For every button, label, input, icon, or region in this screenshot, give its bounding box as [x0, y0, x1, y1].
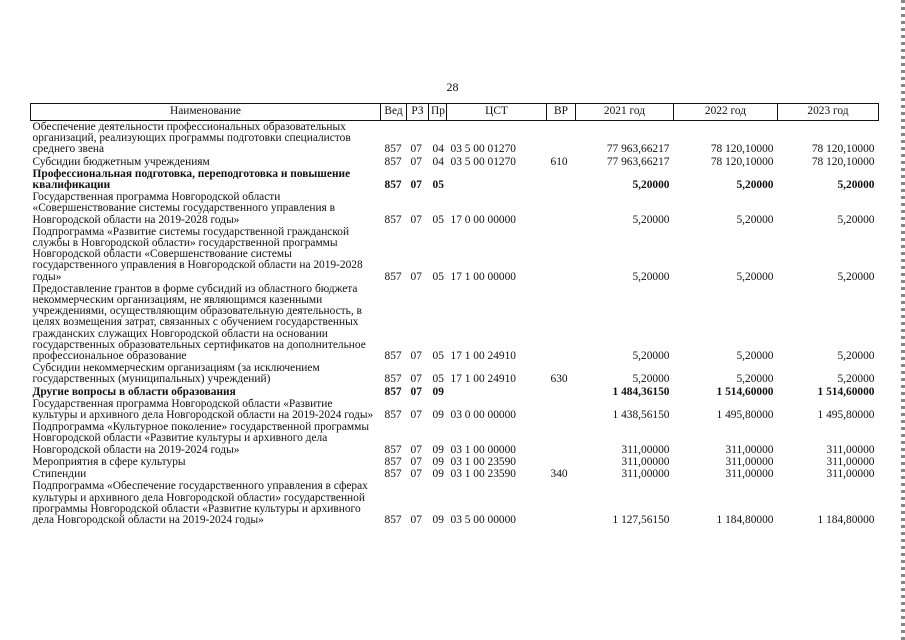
row-amount-2023: 78 120,10000	[811, 143, 875, 156]
row-name: Стипендии	[32, 468, 87, 481]
row-amount-2023: 311,00000	[826, 468, 875, 481]
row-name: Обеспечение деятельности профессиональных образовательных организаций, реализующих программы подготовки специалистов среднего звена	[32, 121, 351, 156]
row-cst: 03 0 00 00000	[450, 409, 516, 422]
row-name: Мероприятия в сфере культуры	[32, 455, 186, 468]
row-amount-2023: 311,00000	[826, 455, 875, 468]
page-number: 28	[446, 80, 459, 94]
row-amount-2022: 5,20000	[736, 270, 774, 283]
row-vr	[547, 456, 576, 468]
row-rz: 07	[410, 373, 422, 386]
row-vr	[547, 121, 576, 156]
table-row	[31, 421, 879, 456]
row-amount-2023: 1 184,80000	[817, 513, 875, 526]
header-cst: ЦСТ	[447, 104, 547, 121]
row-rz: 07	[410, 513, 422, 526]
row-amount-2023: 1 514,60000	[817, 385, 875, 398]
table-row	[31, 283, 879, 362]
row-rz: 07	[410, 270, 422, 283]
row-amount-2021: 5,20000	[632, 373, 670, 386]
row-vr: 610	[550, 155, 568, 168]
header-2021: 2021 год	[576, 104, 674, 121]
row-amount-2023: 78 120,10000	[811, 155, 875, 168]
row-amount-2021: 311,00000	[621, 468, 670, 481]
row-cst	[447, 168, 547, 191]
row-rz: 07	[410, 143, 422, 156]
table-header-row	[31, 104, 879, 121]
row-pr: 04	[432, 155, 444, 168]
row-cst: 03 1 00 00000	[450, 443, 516, 456]
row-cst	[447, 386, 547, 398]
row-cst: 03 5 00 01270	[450, 155, 516, 168]
row-amount-2021: 5,20000	[632, 179, 670, 192]
header-rz: РЗ	[407, 104, 429, 121]
table-row	[31, 456, 879, 468]
row-pr: 05	[432, 373, 444, 386]
row-pr: 09	[432, 443, 444, 456]
row-pr: 05	[432, 213, 444, 226]
budget-table	[30, 103, 879, 526]
row-pr: 09	[432, 455, 444, 468]
row-amount-2021: 77 963,66217	[606, 143, 670, 156]
row-vr	[547, 386, 576, 398]
table-row	[31, 386, 879, 398]
table-row	[31, 156, 879, 168]
table-row	[31, 362, 879, 385]
row-amount-2022: 311,00000	[725, 455, 774, 468]
row-name: Предоставление грантов в форме субсидий из областного бюджета некоммерческим организациям, не являющимся казенными учреждениями, осуществляющим образовательную деятельность, в целях возмещения затрат, связанных с обучением государственных гражданских служащих Новгородской области на основании государственных образовательных сертификатов на дополнительное профессиональное образование	[32, 282, 366, 363]
row-vr	[547, 168, 576, 191]
row-ved: 857	[384, 455, 402, 468]
row-vr	[547, 421, 576, 456]
row-amount-2022: 78 120,10000	[710, 143, 774, 156]
row-name: Государственная программа Новгородской области «Совершенствование системы государственного управления в Новгородской области на 2019-2028 годы»	[32, 191, 336, 226]
row-rz: 07	[410, 350, 422, 363]
row-rz: 07	[410, 179, 422, 192]
table-row	[31, 168, 879, 191]
row-vr	[547, 480, 576, 526]
row-vr: 630	[550, 373, 568, 386]
row-rz: 07	[410, 443, 422, 456]
row-cst: 17 1 00 24910	[450, 373, 516, 386]
header-2023: 2023 год	[778, 104, 879, 121]
row-pr: 05	[432, 350, 444, 363]
table-row	[31, 468, 879, 480]
row-amount-2023: 5,20000	[837, 179, 875, 192]
row-ved: 857	[384, 143, 402, 156]
row-name: Другие вопросы в области образования	[32, 385, 236, 398]
row-ved: 857	[384, 373, 402, 386]
row-name: Государственная программа Новгородской области «Развитие культуры и архивного дела Новгородской области на 2019-2024 годы»	[32, 397, 374, 422]
row-amount-2021: 5,20000	[632, 270, 670, 283]
row-vr	[547, 283, 576, 362]
header-name: Наименование	[31, 104, 381, 121]
row-amount-2023: 5,20000	[837, 373, 875, 386]
row-pr: 04	[432, 143, 444, 156]
row-amount-2021: 1 484,36150	[612, 385, 670, 398]
row-pr: 09	[432, 409, 444, 422]
row-amount-2021: 77 963,66217	[606, 155, 670, 168]
row-amount-2022: 311,00000	[725, 468, 774, 481]
header-2022: 2022 год	[674, 104, 778, 121]
row-vr: 340	[550, 468, 568, 481]
row-amount-2021: 1 438,56150	[612, 409, 670, 422]
row-amount-2022: 5,20000	[736, 373, 774, 386]
row-pr: 09	[432, 468, 444, 481]
header-vr: ВР	[547, 104, 576, 121]
row-rz: 07	[410, 455, 422, 468]
row-cst: 03 1 00 23590	[450, 468, 516, 481]
row-name: Профессиональная подготовка, переподготовка и повышение квалификации	[32, 167, 351, 192]
row-pr: 09	[432, 385, 444, 398]
row-amount-2021: 311,00000	[621, 455, 670, 468]
row-rz: 07	[410, 468, 422, 481]
row-amount-2022: 5,20000	[736, 350, 774, 363]
row-amount-2023: 1 495,80000	[817, 409, 875, 422]
row-cst: 17 1 00 24910	[450, 350, 516, 363]
row-ved: 857	[384, 213, 402, 226]
row-pr: 05	[432, 179, 444, 192]
row-cst: 03 1 00 23590	[450, 455, 516, 468]
table-row	[31, 121, 879, 156]
row-cst: 17 0 00 00000	[450, 213, 516, 226]
table-row	[31, 480, 879, 526]
row-pr: 09	[432, 513, 444, 526]
row-cst: 03 5 00 00000	[450, 513, 516, 526]
row-ved: 857	[384, 155, 402, 168]
row-ved: 857	[384, 409, 402, 422]
row-name: Субсидии некоммерческим организациям (за исключением государственных (муниципальных) учреждений)	[32, 362, 320, 386]
table-row	[31, 398, 879, 421]
row-ved: 857	[384, 443, 402, 456]
row-amount-2023: 5,20000	[837, 350, 875, 363]
row-amount-2022: 78 120,10000	[710, 155, 774, 168]
row-name: Подпрограмма «Обеспечение государственного управления в сферах культуры и архивного дела Новгородской области» государственной программы Новгородской области «Развитие культуры и архивного дела Новгородской области на 2019-2024 годы»	[32, 480, 368, 526]
row-amount-2022: 311,00000	[725, 443, 774, 456]
row-amount-2023: 5,20000	[837, 213, 875, 226]
row-name: Подпрограмма «Культурное поколение» государственной программы Новгородской области «Развитие культуры и архивного дела Новгородской области на 2019-2024 годы»	[32, 421, 369, 456]
row-amount-2021: 311,00000	[621, 443, 670, 456]
row-amount-2022: 1 495,80000	[716, 409, 774, 422]
row-rz: 07	[410, 155, 422, 168]
row-ved: 857	[384, 468, 402, 481]
row-cst: 17 1 00 00000	[450, 270, 516, 283]
row-amount-2023: 311,00000	[826, 443, 875, 456]
row-amount-2022: 1 514,60000	[716, 385, 774, 398]
header-pr: Пр	[429, 104, 447, 121]
row-cst: 03 5 00 01270	[450, 143, 516, 156]
header-ved: Вед	[381, 104, 407, 121]
row-ved: 857	[384, 179, 402, 192]
row-name: Подпрограмма «Развитие системы государственной гражданской службы в Новгородской области» государственной программы Новгородской области «Совершенствование системы государственного управления в Новгородской области на 2019-2028 годы»	[32, 225, 363, 283]
row-amount-2023: 5,20000	[837, 270, 875, 283]
row-ved: 857	[384, 513, 402, 526]
row-amount-2022: 1 184,80000	[716, 513, 774, 526]
row-ved: 857	[384, 270, 402, 283]
row-amount-2021: 5,20000	[632, 350, 670, 363]
row-name: Субсидии бюджетным учреждениям	[32, 155, 210, 168]
row-rz: 07	[410, 385, 422, 398]
row-amount-2021: 5,20000	[632, 213, 670, 226]
row-rz: 07	[410, 409, 422, 422]
row-vr	[547, 398, 576, 421]
table-row	[31, 226, 879, 283]
scan-edge-marks	[901, 0, 905, 640]
row-vr	[547, 226, 576, 283]
row-ved: 857	[384, 350, 402, 363]
row-amount-2022: 5,20000	[736, 179, 774, 192]
row-vr	[547, 191, 576, 226]
row-amount-2022: 5,20000	[736, 213, 774, 226]
row-amount-2021: 1 127,56150	[612, 513, 670, 526]
row-rz: 07	[410, 213, 422, 226]
table-row	[31, 191, 879, 226]
row-ved: 857	[384, 385, 402, 398]
row-pr: 05	[432, 270, 444, 283]
